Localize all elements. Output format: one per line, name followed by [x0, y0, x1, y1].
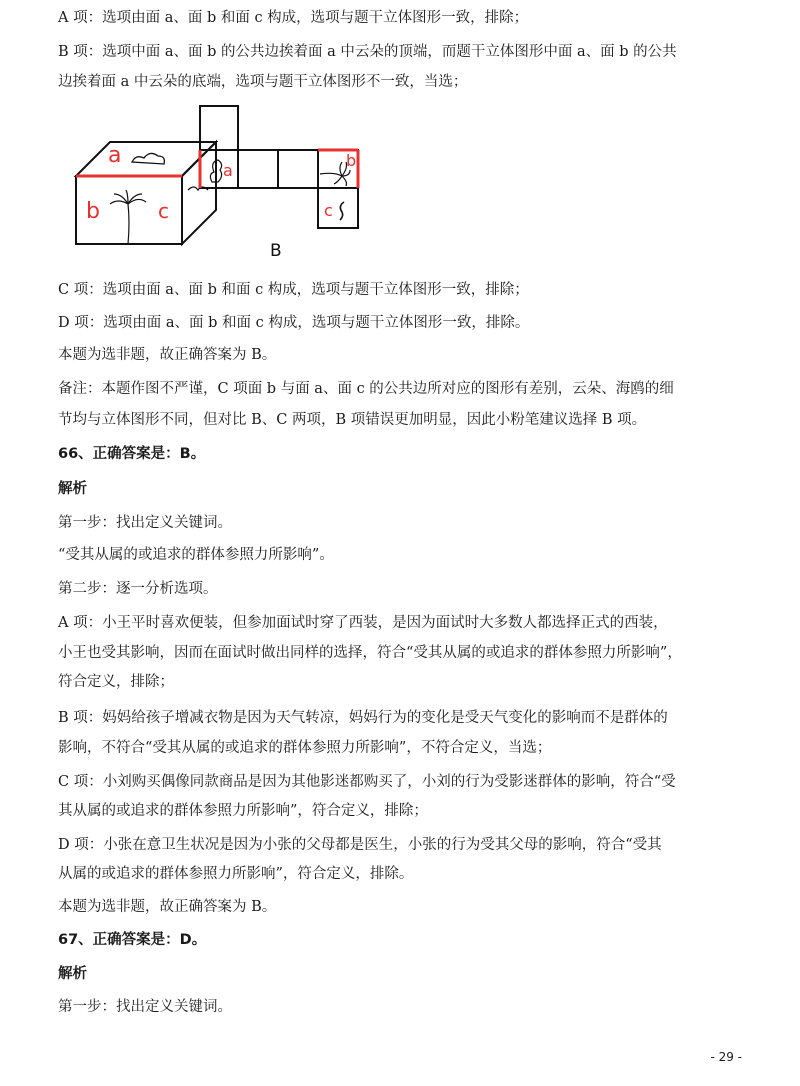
option-c-line: 其从属的或追求的群体参照力所影响”，符合定义，排除；	[58, 803, 428, 819]
step-one: 第一步：找出定义关键词。	[58, 999, 232, 1015]
analysis-heading: 解析	[58, 966, 87, 982]
option-a-line: 小王也受其影响，因而在面试时做出同样的选择，符合“受其从属的或追求的群体参照力所影响”，	[58, 645, 682, 661]
net-label-a: a	[223, 161, 233, 180]
text-line: 节均与立体图形不同，但对比 B、C 两项，B 项错误更加明显，因此小粉笔建议选择 B 项。	[58, 412, 647, 428]
text-line: 备注：本题作图不严谨，C 项面 b 与面 a、面 c 的公共边所对应的图形有差别，云朵、海鸥的细	[58, 381, 674, 397]
cube-label-c: c	[158, 199, 169, 223]
option-b-line: 影响，不符合“受其从属的或追求的群体参照力所影响”，不符合定义，当选；	[58, 740, 552, 756]
cube-label-b: b	[86, 199, 100, 224]
keyword-quote: “受其从属的或追求的群体参照力所影响”。	[58, 547, 334, 563]
cube-drawing	[76, 142, 216, 244]
question-67-heading: 67、正确答案是：D。	[58, 932, 207, 948]
question-66-heading: 66、正确答案是：B。	[58, 446, 206, 462]
net-square-3	[278, 150, 318, 188]
net-square-top	[200, 106, 238, 150]
net-label-b: b	[346, 151, 357, 170]
cube-net-figure	[70, 104, 370, 264]
cube-top-face	[76, 142, 216, 176]
text-line: A 项：选项由面 a、面 b 和面 c 构成，选项与题干立体图形一致，排除；	[58, 10, 529, 26]
text-line: 本题为选非题，故正确答案为 B。	[58, 347, 277, 363]
net-label-c: c	[324, 201, 333, 220]
option-a-line: A 项：小王平时喜欢便装，但参加面试时穿了西装，是因为面试时大多数人都选择正式的西装，	[58, 615, 668, 631]
text-line: B 项：选项中面 a、面 b 的公共边挨着面 a 中云朵的顶端，而题干立体图形中面 a、面 b 的公共	[58, 44, 677, 60]
page-number: - 29 -	[710, 1050, 742, 1064]
cloud-icon	[132, 153, 164, 164]
answer-line: 本题为选非题，故正确答案为 B。	[58, 899, 277, 915]
step-two: 第二步：逐一分析选项。	[58, 581, 218, 597]
net-square-2	[238, 150, 278, 188]
palm-tree-icon	[110, 190, 146, 244]
option-c-line: C 项：小刘购买偶像同款商品是因为其他影迷都购买了，小刘的行为受影迷群体的影响，符合“受	[58, 774, 676, 790]
text-line: C 项：选项由面 a、面 b 和面 c 构成，选项与题干立体图形一致，排除；	[58, 282, 529, 298]
option-label: B	[270, 241, 282, 261]
option-a-line: 符合定义，排除；	[58, 674, 174, 690]
option-d-line: 从属的或追求的群体参照力所影响”，符合定义，排除。	[58, 866, 414, 882]
text-line: D 项：选项由面 a、面 b 和面 c 构成，选项与题干立体图形一致，排除。	[58, 315, 530, 331]
text-line: 边挨着面 a 中云朵的底端，选项与题干立体图形不一致，当选；	[58, 74, 468, 90]
analysis-heading: 解析	[58, 481, 87, 497]
option-b-line: B 项：妈妈给孩子增减衣物是因为天气转凉，妈妈行为的变化是受天气变化的影响而不是群体的	[58, 710, 668, 726]
cube-label-a: a	[108, 143, 122, 168]
step-one: 第一步：找出定义关键词。	[58, 515, 232, 531]
option-d-line: D 项：小张在意卫生状况是因为小张的父母都是医生，小张的行为受其父母的影响，符合“受其	[58, 837, 662, 853]
net-seagull-icon	[340, 202, 344, 220]
